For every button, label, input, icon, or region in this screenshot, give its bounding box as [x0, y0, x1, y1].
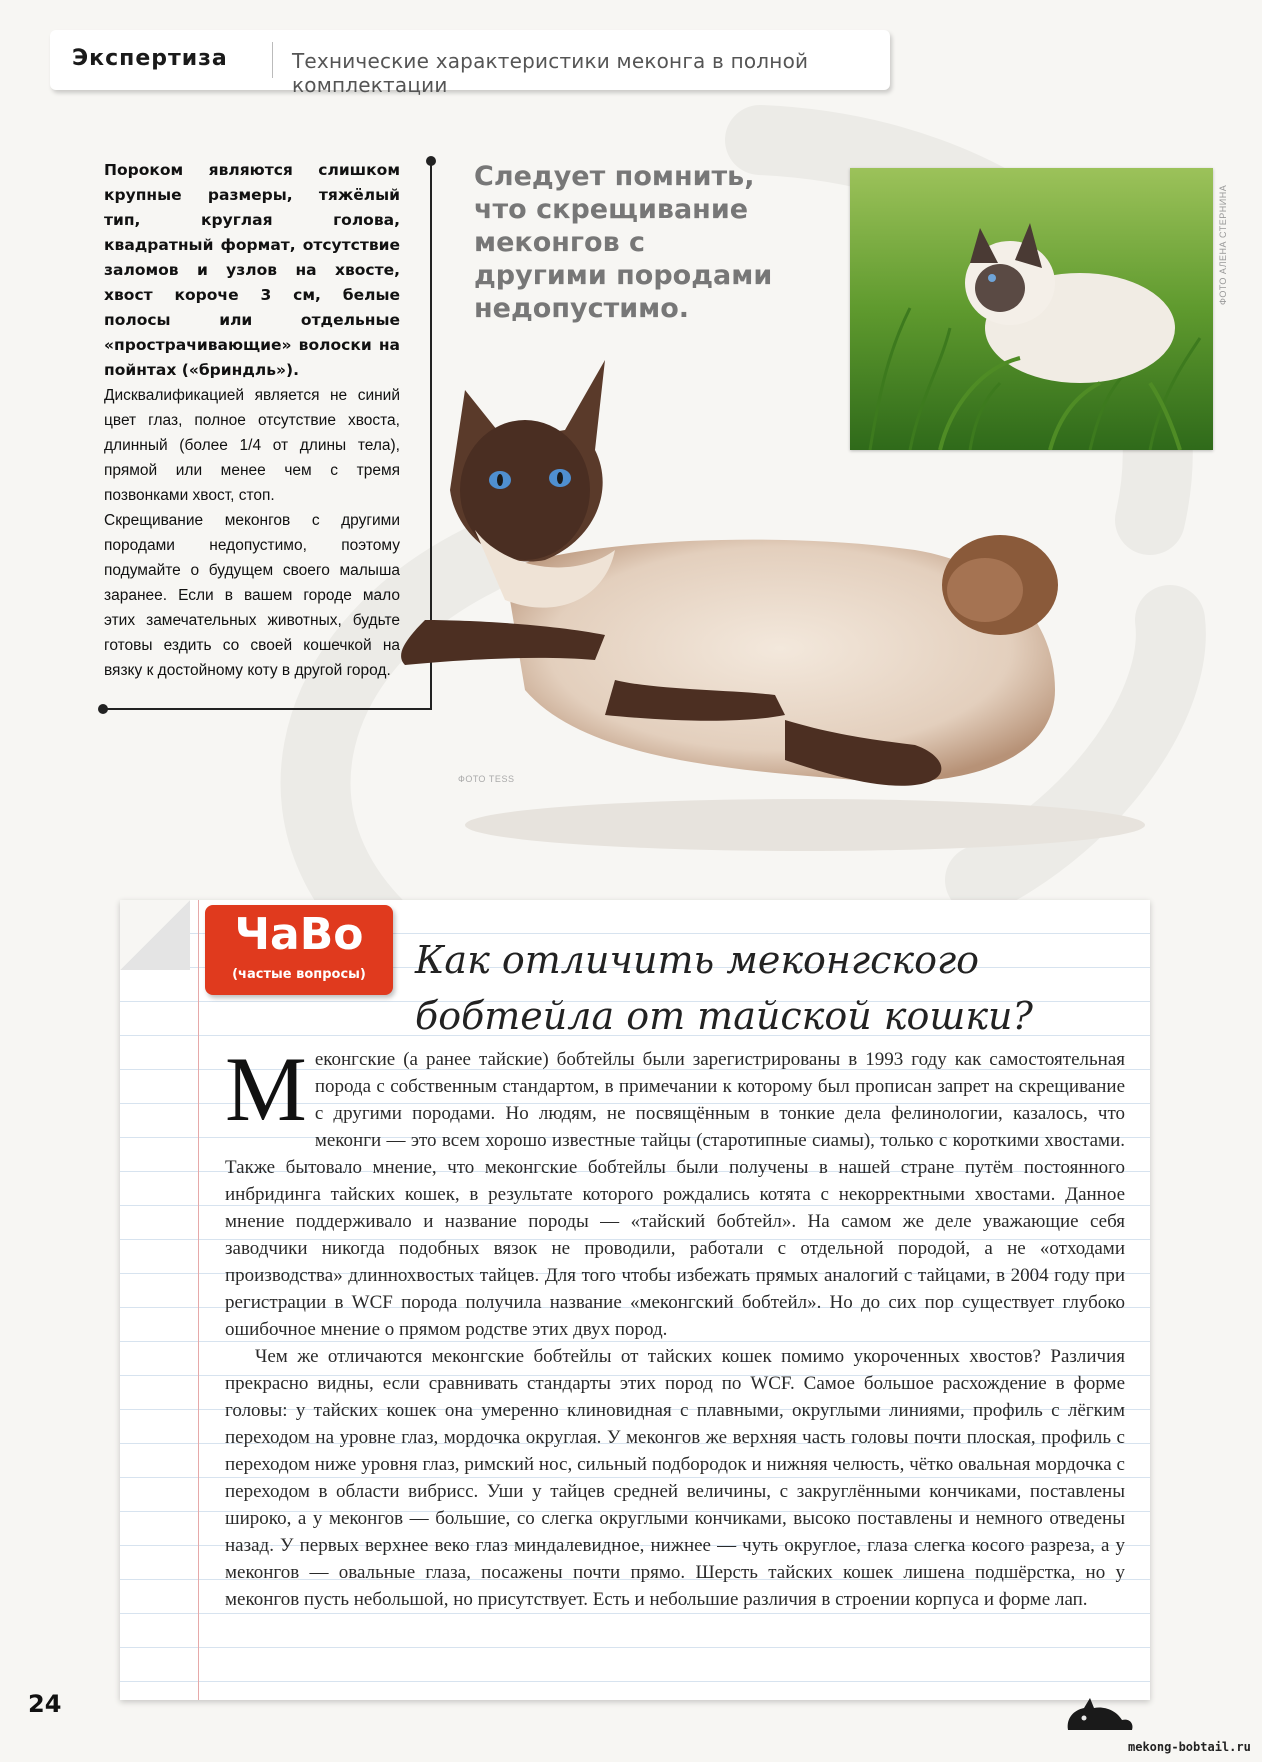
disqualification-text: Дисквалификацией является не синий цвет глаз, полное отсутствие хвоста, длинный (более 1/4 от длины тела), прямой или менее чем с тремя позвонками хвост, стоп. [104, 387, 400, 504]
faq-badge-subtitle: (частые вопросы) [232, 967, 366, 982]
faq-badge [205, 905, 393, 995]
photo-credit-top: ФОТО АЛЕНА СТЕРНИНА [1218, 184, 1228, 305]
faults-text: Пороком являются слишком крупные размеры, тяжёлый тип, круглая голова, квадратный формат, отсутствие заломов и узлов на хвосте, хвост короче 3 см, белые полосы или отдельные «прострачивающие» волоски на пойнтах («бриндль»). [104, 161, 400, 379]
site-url: mekong-bobtail.ru [1128, 1740, 1251, 1754]
drop-cap: М [225, 1038, 307, 1140]
faq-question-heading: Как отличить меконгского бобтейла от тайской кошки? [415, 938, 1033, 1038]
faq-badge-title: ЧаВо [234, 909, 364, 960]
photo-credit-main: ФОТО TESS [458, 774, 515, 784]
faq-answer-article [225, 1038, 1125, 1613]
page-number: 24 [28, 1690, 62, 1718]
answer-paragraph-1 [225, 1038, 1125, 1343]
mekong-bobtail-cat-photo [355, 360, 1185, 880]
header-divider [272, 42, 273, 78]
pull-quote: Следует помнить, что скрещивание меконгов с другими породами недопустимо. [474, 161, 773, 324]
section-topic: Технические характеристики меконга в полной комплектации [292, 49, 809, 97]
answer-paragraph-1-text: еконгские (а ранее тайские) бобтейлы были зарегистрированы в 1993 году как самостоятельная порода с собственным стандартом, в примечании к которому был прописан запрет на скрещивание с другими породами. Но людям, не посвящённым в тонкие дела фелинологии, казалось, что меконги — это всем хорошо известные тайцы (старотипные сиамы), только с короткими хвостами. Также бытовало мнение, что меконгские бобтейлы были получены в нашей стране путём постоянного инбридинга тайских кошек, в результате которого рождались котята с некорректными хвостами. Данное мнение поддерживало и название породы — «тайский бобтейл». На самом же деле уважающие себя заводчики никогда подобных вязок не проводили, работали с отдельной породой, а не «отходами производства» длиннохвостых тайцев. Для того чтобы избежать прямых аналогий с тайцами, в 2004 году при регистрации в WCF порода получила название «меконгский бобтейл». Но до сих пор существует глубоко ошибочное мнение о прямом родстве этих двух пород. [225, 1049, 1125, 1340]
breeding-note-text: Скрещивание меконгов с другими породами недопустимо, поэтому подумайте о будущем своего малыша заранее. Если в вашем городе мало этих замечательных животных, будьте готовы ездить со своей кошечкой на вязку к достойному коту в другой город. [104, 512, 400, 679]
notepad-margin-line [198, 900, 199, 1700]
section-label: Экспертиза [72, 46, 228, 71]
answer-paragraph-2: Чем же отличаются меконгские бобтейлы от тайских кошек помимо укороченных хвостов? Различия прекрасно видны, если сравнивать стандарты этих пород по WCF. Самое большое расхождение в форме головы: у тайских кошек она умеренно клиновидная с плавными, округлыми линиями, профиль с лёгким переходом на уровне глаз, мордочка округлая. У меконгов же верхняя часть головы почти плоская, профиль с переходом ниже уровня глаз, римский нос, сильный подбородок и нижняя челюсть, чётко овальная мордочка с переходом в области вибрисс. Уши у тайцев средней величины, с закруглёнными кончиками, поставлены широко, а у меконгов — большие, со слегка округлыми кончиками, высоко поставлены и немного отведены назад. У первых верхнее веко глаз миндалевидное, нижнее — чуть округлое, глаза слегка косого разреза, а у меконгов — овальные глаза, посажены почти прямо. Шерсть тайских кошек лишена подшёрстка, но у меконгов пусть небольшой, но присутствует. Есть и небольшие различия в строении корпуса и форме лап. [225, 1346, 1125, 1610]
cat-logo-icon [1060, 1690, 1140, 1740]
section-header [50, 30, 890, 97]
page-corner-fold [120, 900, 190, 970]
